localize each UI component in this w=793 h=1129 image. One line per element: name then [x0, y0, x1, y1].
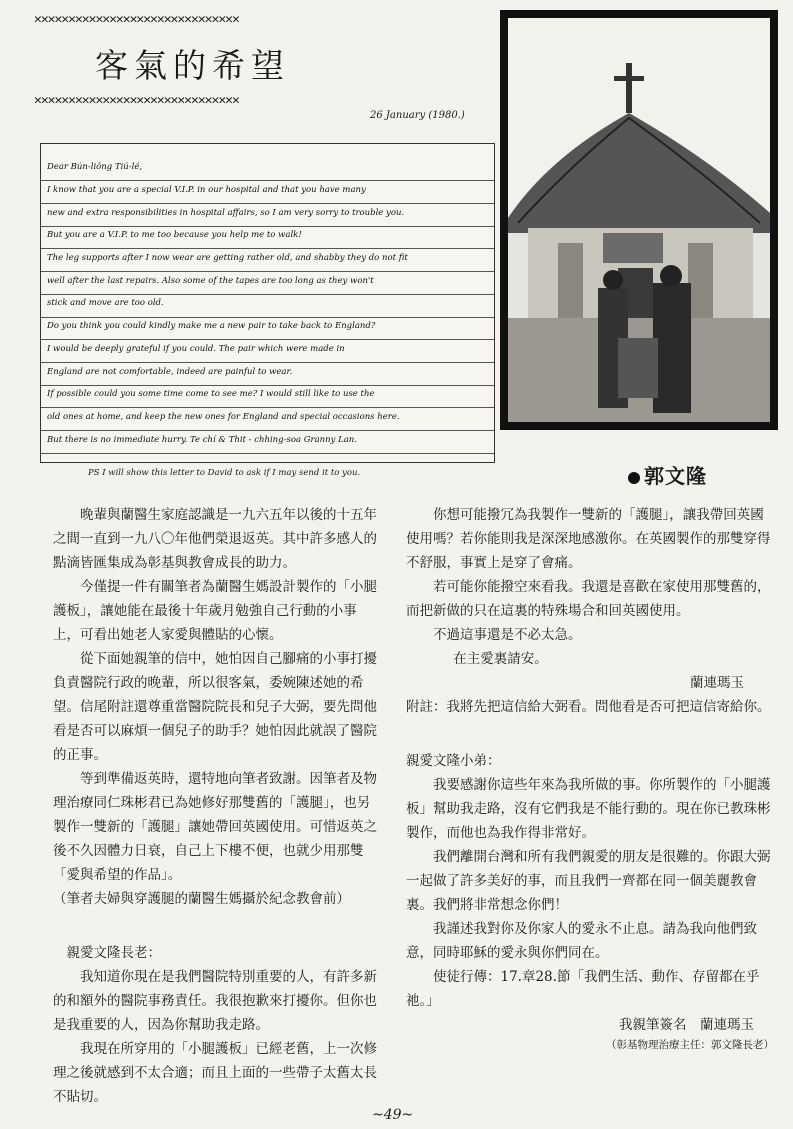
left-column	[53, 503, 383, 1109]
letter-date: 26 January (1980.)	[370, 110, 465, 121]
paragraph: 附註：我將先把這信給大弼看。問他看是否可把這信寄給你。	[406, 699, 771, 715]
paragraph: 使徒行傳：17.章28.節「我們生活、動作、存留都在乎祂。」	[406, 969, 760, 1009]
decorative-border-top: ✕✕✕✕✕✕✕✕✕✕✕✕✕✕✕✕✕✕✕✕✕✕✕✕✕✕✕✕✕✕	[34, 12, 239, 27]
letter-line: Dear Bún-liông Tiú-lé,	[47, 162, 143, 173]
decorative-border-bottom: ✕✕✕✕✕✕✕✕✕✕✕✕✕✕✕✕✕✕✕✕✕✕✕✕✕✕✕✕✕✕	[34, 93, 239, 108]
paragraph: 今僅提一件有關筆者為蘭醫生媽設計製作的「小腿護板」，讓她能在最後十年歲月勉強自己行動的小事上，可看出她老人家愛與體貼的心懷。	[53, 579, 377, 643]
ruled-line	[41, 180, 494, 181]
ruled-line	[41, 294, 494, 295]
paragraph: （彰基物理治療主任：郭文隆長老）	[606, 1039, 774, 1051]
paragraph: 等到準備返英時，還特地向筆者致謝。因筆者及物理治療同仁珠彬君已為她修好那雙舊的「護腿」，也另製作一雙新的「護腿」讓她帶回英國使用。可惜返英之後不久因體力日衰，自己上下樓不便，也就少用那雙「愛與希望的作品」。	[53, 771, 377, 883]
letter-line: But there is no immediate hurry. Te chí & Thit - chhing-soa Granny Lan.	[47, 434, 357, 445]
paragraph	[406, 719, 774, 749]
paragraph: 不過這事還是不必太急。	[433, 627, 582, 643]
ruled-line	[41, 271, 494, 272]
paragraph: 親愛文隆小弟：	[406, 753, 501, 769]
paragraph: 若可能你能撥空來看我。我還是喜歡在家使用那雙舊的，而把新做的只在這裏的特殊場合和回英國使用。	[406, 579, 771, 619]
church-photo	[500, 10, 778, 430]
letter-line: stick and move are too old.	[47, 298, 164, 309]
church-photo-image	[508, 18, 770, 422]
letter-line: The leg supports after I now wear are getting rather old, and shabby they do not fit	[47, 253, 408, 264]
paragraph: 我謹述我對你及你家人的愛永不止息。請為我向他們致意，同時耶穌的愛永與你們同在。	[406, 921, 757, 961]
paragraph	[53, 911, 383, 941]
paragraph: 我們離開台灣和所有我們親愛的朋友是很難的。你跟大弼一起做了許多美好的事，而且我們一齊都在同一個美麗教會裏。我們將非常想念你們！	[406, 849, 771, 913]
ruled-line	[41, 203, 494, 204]
paragraph: 蘭連瑪玉	[690, 675, 744, 691]
handwritten-letter	[40, 143, 495, 463]
ruled-line	[41, 362, 494, 363]
paragraph: 我知道你現在是我們醫院特別重要的人，有許多新的和額外的醫院事務責任。我很抱歉來打擾你。但你也是我重要的人，因為你幫助我走路。	[53, 969, 377, 1033]
letter-line: If possible could you some time come to see me? I would still like to use the	[47, 389, 375, 400]
ruled-line	[41, 248, 494, 249]
ruled-line	[41, 385, 494, 386]
letter-line: Do you think you could kindly make me a new pair to take back to England?	[47, 321, 376, 332]
page-number: ~49~	[372, 1107, 414, 1123]
letter-line: I would be deeply grateful if you could. The pair which were made in	[47, 343, 345, 354]
paragraph: 從下面她親筆的信中，她怕因自己腳痛的小事打擾負責醫院行政的晚輩，所以很客氣，委婉陳述她的希望。信尾附註還尊重當醫院院長和兒子大弼，要先問他看是否可以麻煩一個兒子的助手？她怕因此就誤了醫院的正事。	[53, 651, 377, 763]
letter-line: new and extra responsibilities in hospital affairs, so I am very sorry to trouble you.	[47, 207, 405, 218]
ruled-line	[41, 430, 494, 431]
bullet-icon	[628, 472, 640, 484]
paragraph: 我現在所穿用的「小腿護板」已經老舊，上一次修理之後就感到不太合適；而且上面的一些帶子太舊太長不貼切。	[53, 1041, 377, 1105]
right-column	[406, 503, 774, 1053]
paragraph: 在主愛裏請安。	[453, 651, 548, 667]
ruled-line	[41, 226, 494, 227]
letter-line: England are not comfortable, indeed are painful to wear.	[47, 366, 293, 377]
author-name	[628, 460, 707, 489]
letter-postscript: PS I will show this letter to David to ask if I may send it to you.	[88, 468, 361, 478]
ruled-line	[41, 407, 494, 408]
ruled-line	[41, 317, 494, 318]
letter-line: old ones at home, and keep the new ones for England and special occasions here.	[47, 412, 400, 423]
author-label: 郭文隆	[644, 464, 707, 488]
paragraph: 我要感謝你這些年來為我所做的事。你所製作的「小腿護板」幫助我走路，沒有它們我是不能行動的。現在你已教珠彬製作，而他也為我作得非常好。	[406, 777, 771, 841]
page-title: 客氣的希望	[95, 46, 290, 85]
paragraph: 晚輩與蘭醫生家庭認識是一九六五年以後的十五年之間一直到一九八〇年他們榮退返英。其中許多感人的點滴皆匯集成為彰基與教會成長的助力。	[53, 507, 377, 571]
paragraph: 親愛文隆長老：	[53, 945, 161, 961]
ruled-line	[41, 453, 494, 454]
paragraph: 你想可能撥冗為我製作一雙新的「護腿」，讓我帶回英國使用嗎？若你能則我是深深地感激你。在英國製作的那雙穿得不舒服，事實上是穿了會痛。	[406, 507, 771, 571]
paragraph: （筆者夫婦與穿護腿的蘭醫生媽攝於紀念教會前）	[53, 891, 350, 907]
paragraph: 我親筆簽名 蘭連瑪玉	[619, 1017, 754, 1033]
ruled-line	[41, 339, 494, 340]
letter-line: I know that you are a special V.I.P. in our hospital and that you have many	[47, 184, 366, 195]
letter-line: well after the last repairs. Also some of the tapes are too long as they won't	[47, 275, 374, 286]
letter-line: But you are a V.I.P. to me too because you help me to walk!	[47, 230, 302, 241]
